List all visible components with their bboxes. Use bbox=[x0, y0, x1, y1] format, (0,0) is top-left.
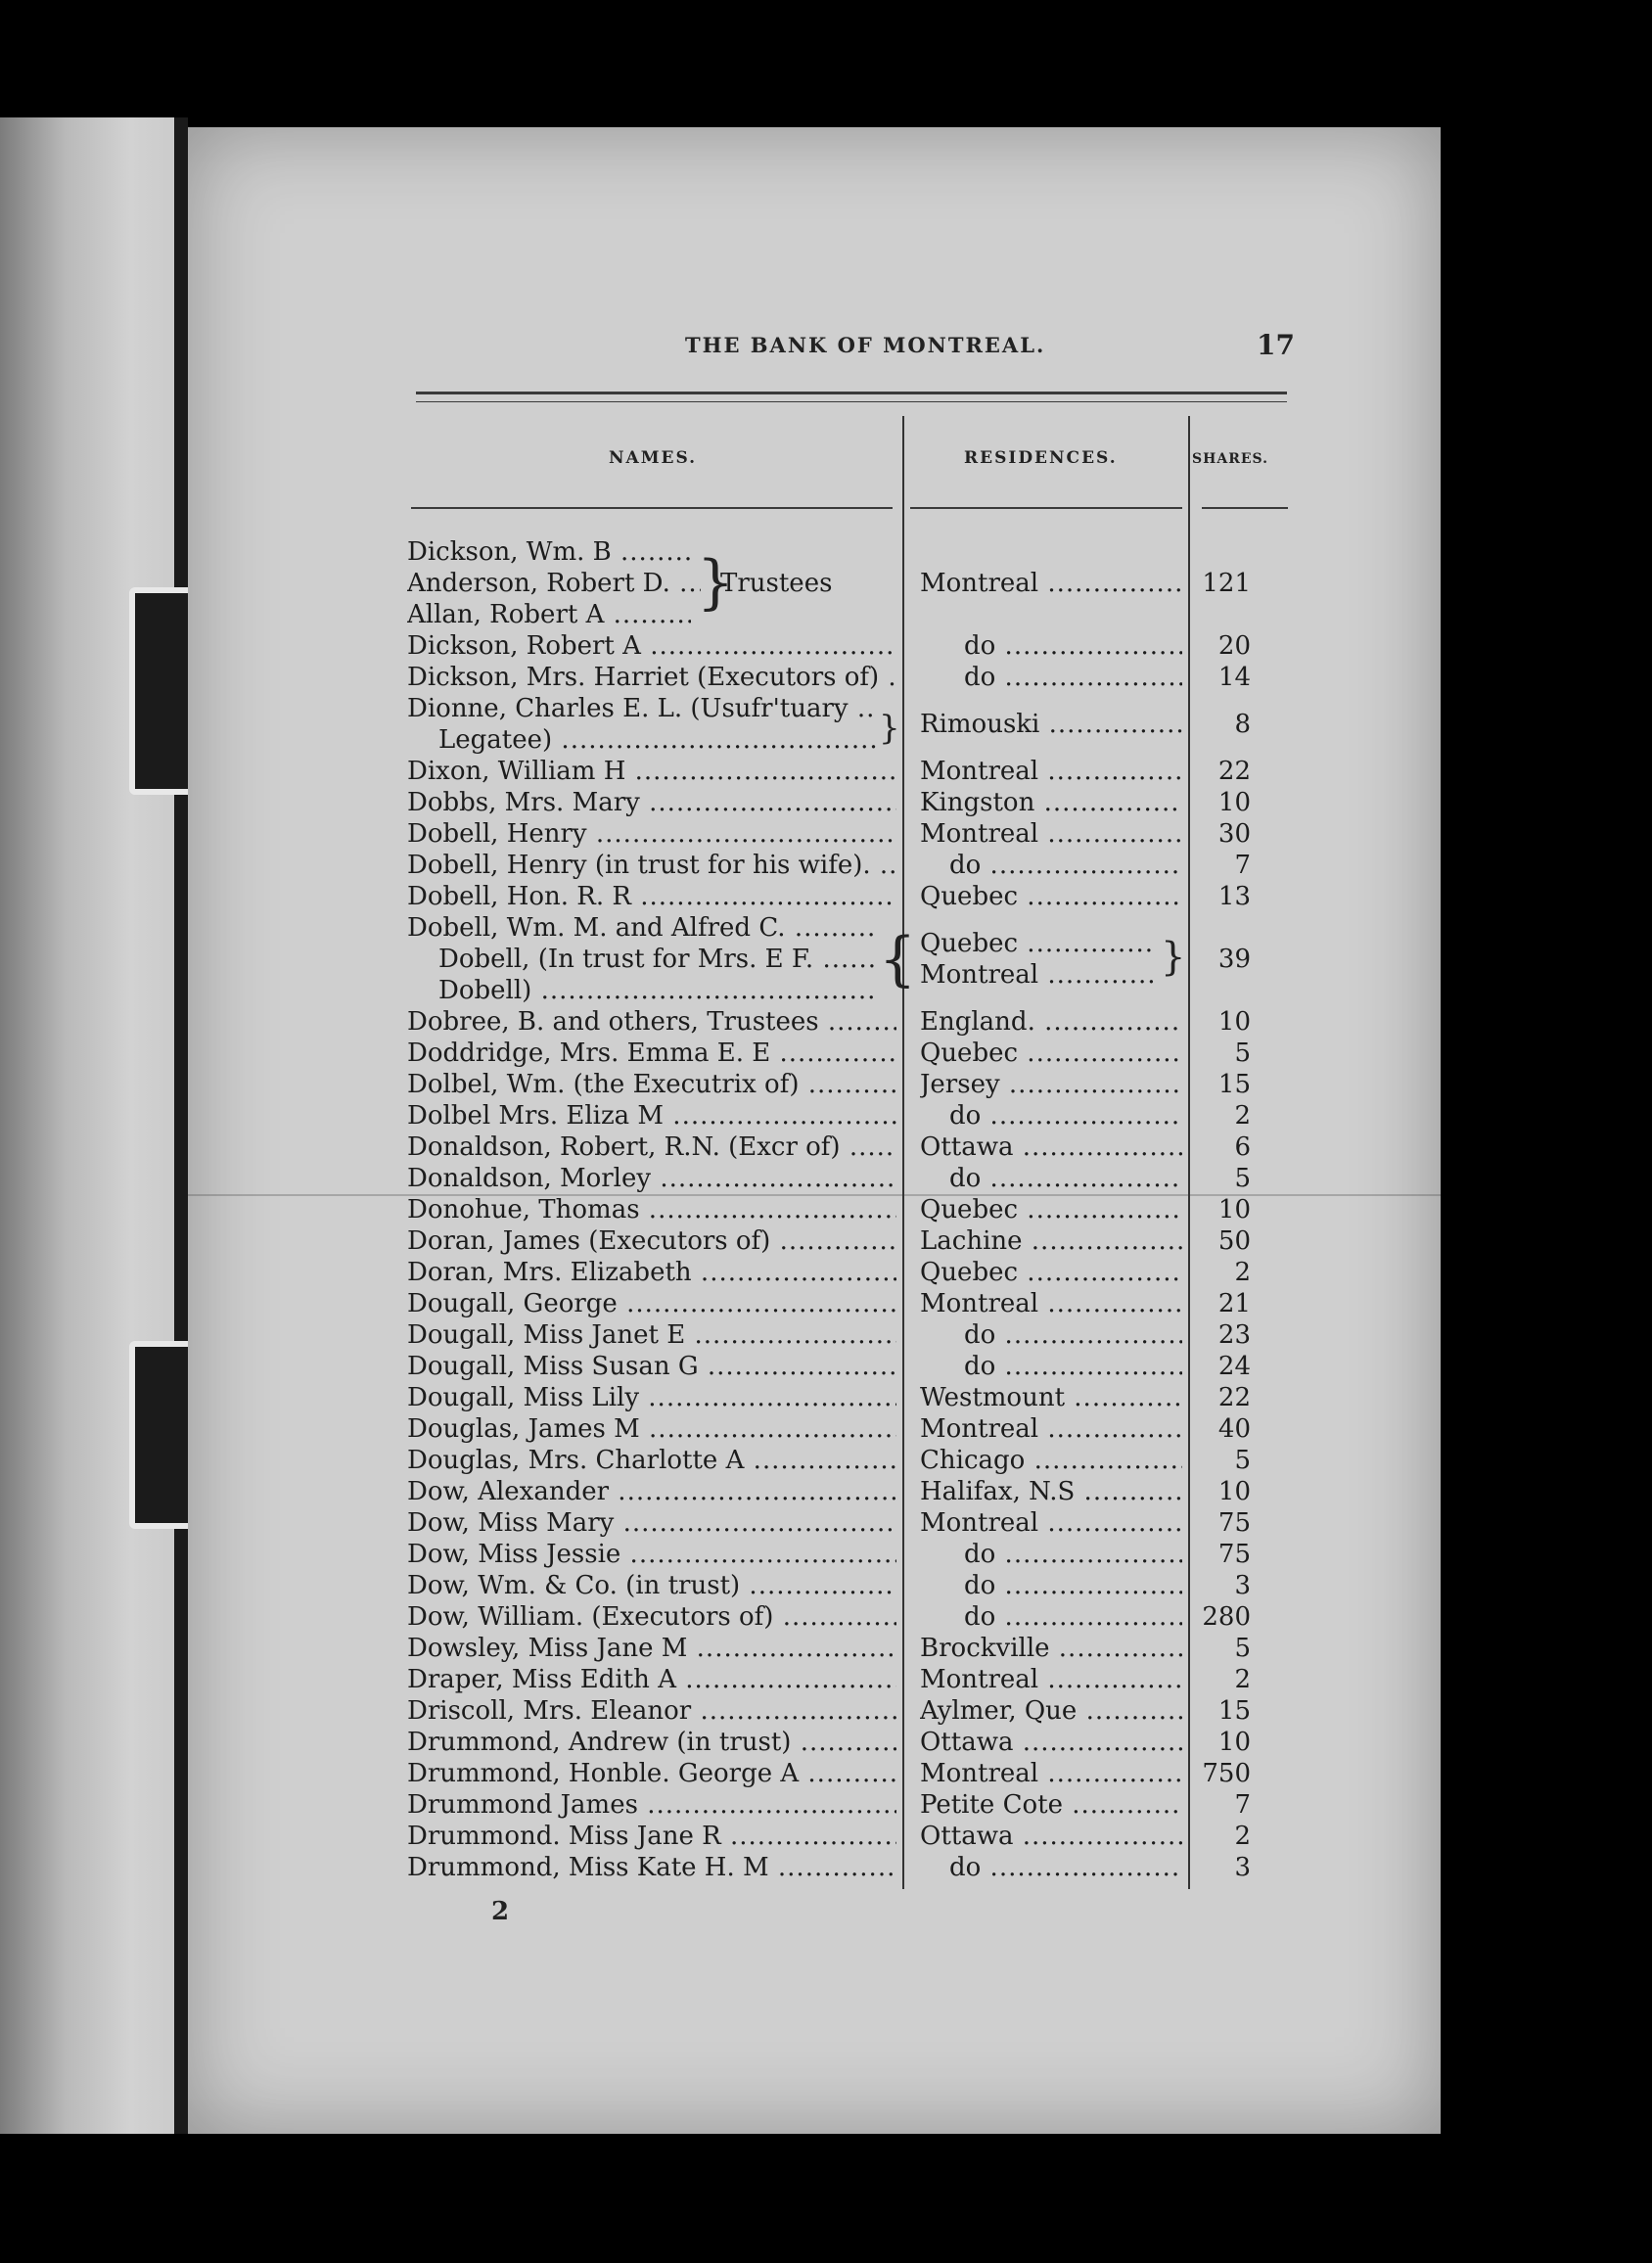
row-shares: 3 bbox=[1234, 1853, 1251, 1882]
table-row bbox=[0, 1413, 1652, 1445]
row-residence: Montreal ..... bbox=[920, 959, 1155, 991]
row-shares: 10 bbox=[1217, 1728, 1251, 1757]
row-residence: do ..... bbox=[964, 1570, 1182, 1601]
table-row bbox=[0, 536, 1652, 568]
row-shares: 750 bbox=[1202, 1759, 1251, 1788]
table-row bbox=[0, 960, 1652, 1006]
row-name: Dougall, George ..... bbox=[407, 1288, 896, 1319]
row-shares: 8 bbox=[1234, 710, 1251, 739]
table-row bbox=[0, 662, 1652, 693]
trustees-brace: } bbox=[697, 548, 735, 617]
table-row bbox=[0, 1006, 1652, 1038]
row-name: Dowsley, Miss Jane M ..... bbox=[407, 1633, 896, 1664]
table-row bbox=[0, 1664, 1652, 1695]
running-title: THE BANK OF MONTREAL. bbox=[685, 333, 1046, 357]
row-shares: 280 bbox=[1202, 1602, 1251, 1632]
row-residence: do ..... bbox=[964, 662, 1182, 693]
row-name: Drummond, Andrew (in trust) ..... bbox=[407, 1727, 896, 1758]
dionne-brace: } bbox=[879, 709, 900, 748]
row-shares: 2 bbox=[1234, 1822, 1251, 1851]
table-row bbox=[0, 1319, 1652, 1351]
row-shares: 5 bbox=[1234, 1039, 1251, 1068]
row-name: Dobbs, Mrs. Mary ..... bbox=[407, 787, 896, 818]
row-name: Donohue, Thomas ..... bbox=[407, 1194, 896, 1225]
table-row bbox=[0, 1382, 1652, 1413]
row-shares: 10 bbox=[1217, 1195, 1251, 1224]
table-row bbox=[0, 912, 1652, 958]
row-shares: 23 bbox=[1217, 1320, 1251, 1350]
row-residence: Ottawa ..... bbox=[920, 1132, 1182, 1163]
row-name: Anderson, Robert D. ..... bbox=[407, 568, 701, 599]
table-row bbox=[0, 630, 1652, 662]
table-row bbox=[0, 756, 1652, 787]
row-name: Dobell) ..... bbox=[407, 975, 877, 1006]
row-name: Dow, Wm. & Co. (in trust) ..... bbox=[407, 1570, 896, 1601]
row-shares: 121 bbox=[1202, 569, 1251, 598]
table-row bbox=[0, 1821, 1652, 1852]
table-row bbox=[0, 1476, 1652, 1507]
table-row bbox=[0, 1194, 1652, 1225]
row-name: Legatee) ..... bbox=[407, 724, 877, 756]
table-row bbox=[0, 1539, 1652, 1570]
column-header-shares: SHARES. bbox=[1192, 451, 1268, 467]
table-row bbox=[0, 1695, 1652, 1727]
row-residence: Rimouski ..... bbox=[920, 709, 1182, 740]
row-name: Dolbel, Wm. (the Executrix of) ..... bbox=[407, 1069, 896, 1100]
row-name: Douglas, James M ..... bbox=[407, 1413, 896, 1445]
names-header-underline bbox=[411, 507, 893, 509]
row-name: Dobree, B. and others, Trustees ..... bbox=[407, 1006, 896, 1038]
row-residence: Montreal ..... bbox=[920, 1413, 1182, 1445]
row-name: Doran, Mrs. Elizabeth ..... bbox=[407, 1257, 896, 1288]
page-header bbox=[411, 329, 1295, 368]
row-residence: do ..... bbox=[964, 1601, 1182, 1633]
table-row bbox=[0, 1069, 1652, 1100]
table-row bbox=[0, 850, 1652, 881]
row-residence: do ..... bbox=[949, 1163, 1182, 1194]
row-name: Dougall, Miss Lily ..... bbox=[407, 1382, 896, 1413]
row-shares: 75 bbox=[1217, 1508, 1251, 1538]
row-name: Dickson, Robert A ..... bbox=[407, 630, 896, 662]
row-residence: Ottawa ..... bbox=[920, 1727, 1182, 1758]
row-name: Dickson, Wm. B ..... bbox=[407, 536, 691, 568]
row-name: Allan, Robert A ..... bbox=[407, 599, 691, 630]
row-name: Dickson, Mrs. Harriet (Executors of) ..... bbox=[407, 662, 896, 693]
table-row bbox=[0, 1038, 1652, 1069]
row-name: Dolbel Mrs. Eliza M ..... bbox=[407, 1100, 896, 1132]
header-rule-thin bbox=[416, 401, 1287, 402]
row-name: Dow, Alexander ..... bbox=[407, 1476, 896, 1507]
row-residence: Quebec ..... bbox=[920, 1194, 1182, 1225]
row-residence: Chicago ..... bbox=[920, 1445, 1182, 1476]
row-name: Dionne, Charles E. L. (Usufr'tuary ..... bbox=[407, 693, 877, 724]
row-name: Donaldson, Morley ..... bbox=[407, 1163, 896, 1194]
row-shares: 75 bbox=[1217, 1540, 1251, 1569]
row-name: Dow, William. (Executors of) ..... bbox=[407, 1601, 896, 1633]
row-residence: Lachine ..... bbox=[920, 1225, 1182, 1257]
row-shares: 24 bbox=[1217, 1352, 1251, 1381]
row-residence: Halifax, N.S ..... bbox=[920, 1476, 1182, 1507]
row-residence: Montreal ..... bbox=[920, 1664, 1182, 1695]
table-row bbox=[0, 1758, 1652, 1789]
table-row bbox=[0, 787, 1652, 818]
row-shares: 6 bbox=[1234, 1132, 1251, 1162]
row-residence: do ..... bbox=[964, 1351, 1182, 1382]
row-residence: Westmount ..... bbox=[920, 1382, 1182, 1413]
row-shares: 15 bbox=[1217, 1696, 1251, 1726]
row-name: Drummond, Honble. George A ..... bbox=[407, 1758, 896, 1789]
row-name: Dobell, Wm. M. and Alfred C. ..... bbox=[407, 912, 877, 944]
row-residence: Petite Cote ..... bbox=[920, 1789, 1182, 1821]
table-row bbox=[0, 724, 1652, 756]
row-shares: 10 bbox=[1217, 1477, 1251, 1506]
table-row bbox=[0, 1163, 1652, 1194]
row-name: Driscoll, Mrs. Eleanor ..... bbox=[407, 1695, 896, 1727]
column-header-residences: RESIDENCES. bbox=[964, 448, 1118, 468]
row-residence: Montreal ..... bbox=[920, 756, 1182, 787]
table-row bbox=[0, 693, 1652, 739]
row-name: Dobell, Hon. R. R ..... bbox=[407, 881, 896, 912]
shares-header-underline bbox=[1202, 507, 1288, 509]
row-residence: Quebec ..... bbox=[920, 1038, 1182, 1069]
row-shares: 5 bbox=[1234, 1446, 1251, 1475]
row-shares: 13 bbox=[1217, 882, 1251, 911]
table-row bbox=[0, 1351, 1652, 1382]
row-shares: 10 bbox=[1217, 788, 1251, 817]
row-residence: do ..... bbox=[949, 1100, 1182, 1132]
row-residence: England. ..... bbox=[920, 1006, 1182, 1038]
signature-mark: 2 bbox=[491, 1897, 510, 1926]
row-residence: Montreal ..... bbox=[920, 1758, 1182, 1789]
table-row bbox=[0, 944, 1652, 975]
row-residence: Brockville ..... bbox=[920, 1633, 1182, 1664]
row-residence: Montreal ..... bbox=[920, 818, 1182, 850]
row-name: Drummond. Miss Jane R ..... bbox=[407, 1821, 896, 1852]
row-residence: Quebec ..... bbox=[920, 881, 1182, 912]
row-name: Dobell, Henry ..... bbox=[407, 818, 896, 850]
row-shares: 20 bbox=[1217, 631, 1251, 661]
table-row bbox=[0, 599, 1652, 630]
table-row bbox=[0, 818, 1652, 850]
table-row bbox=[0, 1225, 1652, 1257]
row-shares: 30 bbox=[1217, 819, 1251, 849]
row-name: Donaldson, Robert, R.N. (Excr of) ..... bbox=[407, 1132, 896, 1163]
table-row bbox=[0, 1727, 1652, 1758]
header-rule-thick bbox=[416, 392, 1287, 394]
row-name: Draper, Miss Edith A ..... bbox=[407, 1664, 896, 1695]
row-shares: 5 bbox=[1234, 1164, 1251, 1193]
row-residence: Montreal ..... bbox=[920, 1288, 1182, 1319]
row-name: Dow, Miss Jessie ..... bbox=[407, 1539, 896, 1570]
row-name: Drummond James ..... bbox=[407, 1789, 896, 1821]
row-name: Dougall, Miss Susan G ..... bbox=[407, 1351, 896, 1382]
table-row bbox=[0, 1852, 1652, 1883]
dobell-brace-right: } bbox=[1161, 935, 1186, 980]
trustees-label: Trustees bbox=[720, 569, 833, 598]
row-residence: Jersey ..... bbox=[920, 1069, 1182, 1100]
row-shares: 39 bbox=[1217, 945, 1251, 974]
row-shares: 2 bbox=[1234, 1258, 1251, 1287]
row-name: Dobell, Henry (in trust for his wife). ..... bbox=[407, 850, 896, 881]
table-row bbox=[0, 1257, 1652, 1288]
row-residence: do ..... bbox=[949, 850, 1182, 881]
table-row bbox=[0, 1633, 1652, 1664]
table-row bbox=[0, 881, 1652, 912]
row-residence: Quebec ..... bbox=[920, 1257, 1182, 1288]
row-residence: do ..... bbox=[964, 1319, 1182, 1351]
row-residence: do ..... bbox=[964, 1539, 1182, 1570]
trustees-label-row bbox=[0, 568, 1652, 599]
page-number: 17 bbox=[1257, 329, 1295, 361]
row-residence: do ..... bbox=[964, 630, 1182, 662]
row-shares: 5 bbox=[1234, 1634, 1251, 1663]
row-residence: Montreal ..... bbox=[920, 568, 1182, 599]
row-shares: 40 bbox=[1217, 1414, 1251, 1444]
row-residence: do ..... bbox=[949, 1852, 1182, 1883]
row-residence: Aylmer, Que ..... bbox=[920, 1695, 1182, 1727]
row-name: Drummond, Miss Kate H. M ..... bbox=[407, 1852, 896, 1883]
row-residence: Ottawa ..... bbox=[920, 1821, 1182, 1852]
table-row bbox=[0, 1570, 1652, 1601]
row-name: Dougall, Miss Janet E ..... bbox=[407, 1319, 896, 1351]
table-row bbox=[0, 1601, 1652, 1633]
residences-header-underline bbox=[910, 507, 1182, 509]
row-shares: 14 bbox=[1217, 663, 1251, 692]
row-name: Doddridge, Mrs. Emma E. E ..... bbox=[407, 1038, 896, 1069]
row-shares: 21 bbox=[1217, 1289, 1251, 1318]
table-row bbox=[0, 1507, 1652, 1539]
row-shares: 50 bbox=[1217, 1226, 1251, 1256]
table-row bbox=[0, 1288, 1652, 1319]
row-shares: 22 bbox=[1217, 1383, 1251, 1412]
row-shares: 2 bbox=[1234, 1665, 1251, 1694]
row-name: Dixon, William H ..... bbox=[407, 756, 896, 787]
row-residence: Quebec ..... bbox=[920, 928, 1155, 959]
row-residence: Montreal ..... bbox=[920, 1507, 1182, 1539]
row-shares: 7 bbox=[1234, 1790, 1251, 1820]
row-name: Dow, Miss Mary ..... bbox=[407, 1507, 896, 1539]
table-row bbox=[0, 1789, 1652, 1821]
row-shares: 22 bbox=[1217, 757, 1251, 786]
row-name: Doran, James (Executors of) ..... bbox=[407, 1225, 896, 1257]
row-shares: 3 bbox=[1234, 1571, 1251, 1600]
row-shares: 10 bbox=[1217, 1007, 1251, 1037]
table-row bbox=[0, 1445, 1652, 1476]
table-row bbox=[0, 1100, 1652, 1132]
row-residence: Kingston ..... bbox=[920, 787, 1182, 818]
row-shares: 7 bbox=[1234, 851, 1251, 880]
row-name: Douglas, Mrs. Charlotte A ..... bbox=[407, 1445, 896, 1476]
row-shares: 2 bbox=[1234, 1101, 1251, 1131]
table-row bbox=[0, 1132, 1652, 1163]
row-name: Dobell, (In trust for Mrs. E F. ..... bbox=[407, 944, 877, 975]
column-header-names: NAMES. bbox=[609, 448, 698, 468]
row-shares: 15 bbox=[1217, 1070, 1251, 1099]
dobell-brace-left: { bbox=[879, 925, 917, 993]
